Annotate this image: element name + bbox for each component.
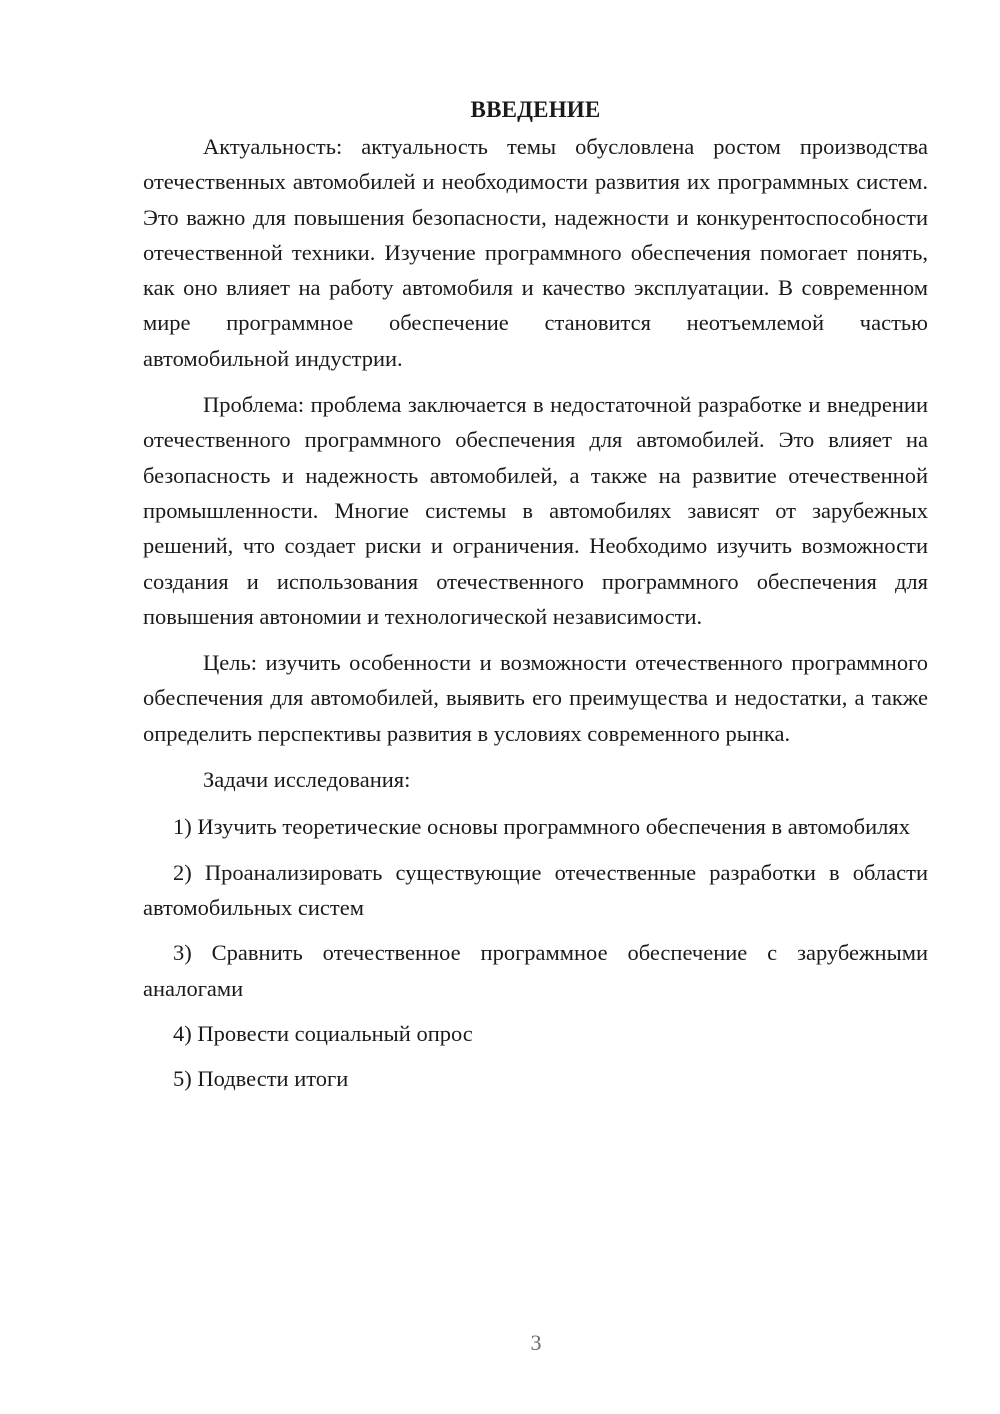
task-item: 3) Сравнить отечественное программное обеспечение с зарубежными аналогами (143, 940, 928, 1001)
goal-paragraph: Цель: изучить особенности и возможности отечественного программного обеспечения для автомобилей, выявить его преимущества и недостатки, а также определить перспективы развития в условиях современного рынка. (143, 650, 928, 746)
relevance-paragraph: Актуальность: актуальность темы обусловлена ростом производства отечественных автомобилей и необходимости развития их программных систем. Это важно для повышения безопасности, надежности и конкурентоспособности отечественной техники. Изучение программного обеспечения помогает понять, как оно влияет на работу автомобиля и качество эксплуатации. В современном мире программное обеспечение становится неотъемлемой частью автомобильной индустрии. (143, 134, 928, 371)
task-item: 2) Проанализировать существующие отечественные разработки в области автомобильных систем (143, 859, 928, 920)
task-item: 5) Подвести итоги (173, 1066, 349, 1092)
task-item: 1) Изучить теоретические основы программного обеспечения в автомобилях (173, 814, 910, 840)
document-page (143, 92, 928, 1106)
section-heading: ВВЕДЕНИЕ (470, 97, 601, 122)
tasks-title: Задачи исследования: (203, 767, 411, 793)
task-item: 4) Провести социальный опрос (173, 1020, 473, 1046)
problem-paragraph: Проблема: проблема заключается в недостаточной разработке и внедрении отечественного программного обеспечения для автомобилей. Это влияет на безопасность и надежность автомобилей, а также на развитие отечественной промышленности. Многие системы в автомобилях зависят от зарубежных решений, что создает риски и ограничения. Необходимо изучить возможности создания и использования отечественного программного обеспечения для повышения автономии и технологической независимости. (143, 392, 928, 629)
tasks-list (143, 809, 928, 1096)
page-number: 3 (530, 1330, 542, 1355)
